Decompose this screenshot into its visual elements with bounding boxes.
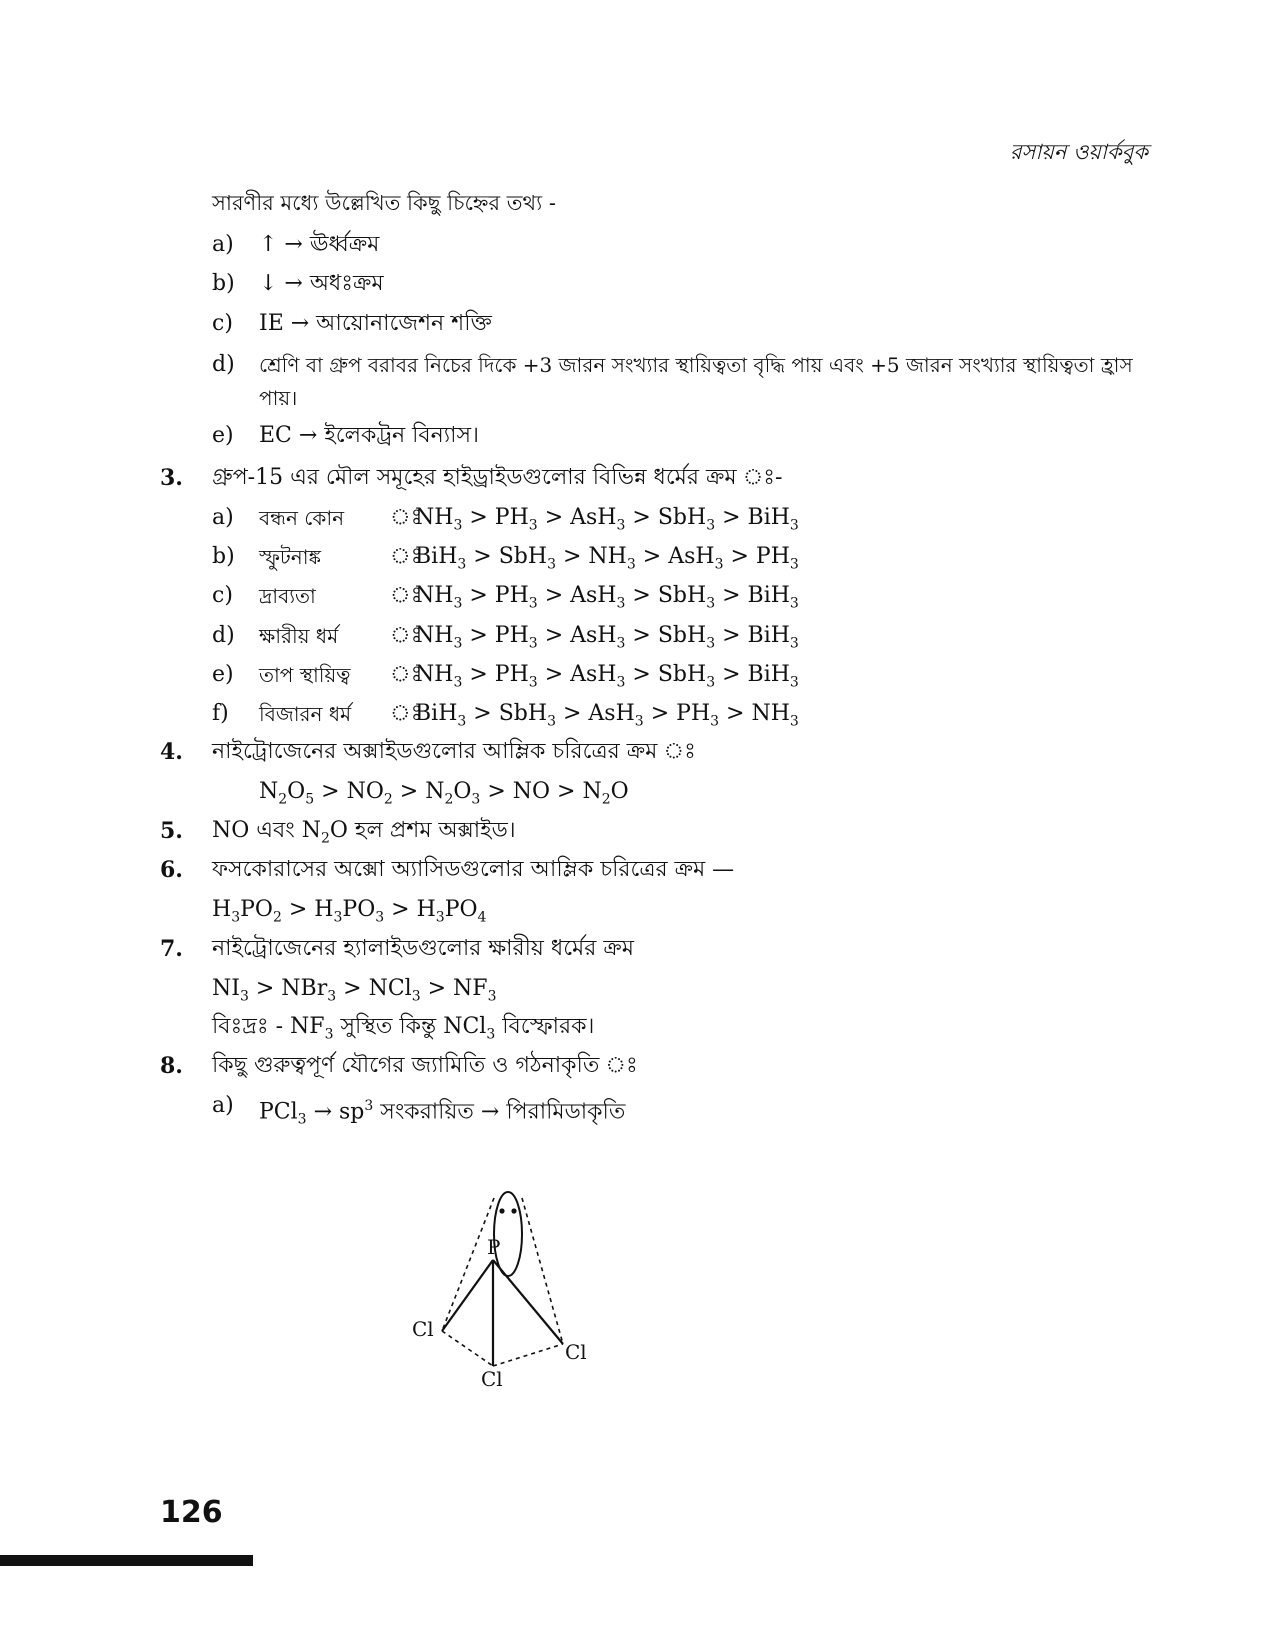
hydride-order: $NH_3 > PH_3 > AsH_3 > SbH_3 > BiH_3$ [415, 622, 799, 651]
item-label: c) [212, 311, 233, 336]
property-name: বিজারন ধর্ম [259, 702, 352, 726]
item-label: a) [212, 505, 234, 530]
formula-term: SbH$_3$ [657, 622, 716, 651]
section-number: 6. [160, 857, 183, 883]
formula-term: $PH_3$ [494, 505, 538, 534]
property-name: স্ফুটনাঙ্ক [259, 545, 322, 570]
formula-term: $NH_3$ [415, 583, 463, 612]
separator: ঃ [390, 583, 423, 609]
formula-term: NO [512, 779, 551, 804]
formula-term: NBr$_3$ [281, 976, 337, 1005]
hydride-order: $NH_3 > PH_3 > AsH_3 > SbH_3 > BiH_3$ [415, 661, 799, 691]
formula-term: AsH$_3$ [570, 661, 626, 691]
formula-term: $NI_3$ [212, 976, 249, 1005]
formula-term: BiH$_3$ [747, 661, 799, 691]
separator: ঃ [390, 622, 423, 648]
item-text-continued: পায়। [259, 386, 298, 410]
formula-term: SbH$_3$ [657, 505, 716, 534]
separator: ঃ [390, 544, 423, 570]
property-name: ক্ষারীয় ধর্ম [259, 623, 339, 648]
p-cl-bond [493, 1260, 563, 1344]
formula-term: $PH_3$ [755, 544, 799, 573]
formula-term: AsH$_3$ [570, 622, 626, 651]
formula-term: $PH_3$ [494, 583, 538, 612]
atom-label-cl-bottom: Cl [481, 1367, 503, 1391]
item-label: f) [212, 701, 229, 726]
separator: ঃ [390, 505, 423, 530]
item-label: d) [212, 352, 235, 377]
separator: ঃ [390, 661, 423, 687]
section-title: গ্রুপ-15 এর মৌল সমূহের হাইড্রাইডগুলোর বিভিন্ন ধর্মের ক্রম ঃ- [212, 465, 783, 490]
section-title: নাইট্রোজেনের অক্সাইডগুলোর আম্লিক চরিত্রের ক্রম ঃ [212, 739, 696, 764]
note-text: বিঃদ্রঃ - $NF_3$ সুস্থিত কিন্তু NCl$_3$ বিস্ফোরক। [212, 1014, 595, 1043]
formula-term: $NH_3$ [415, 661, 463, 691]
formula-term: $NH_3$ [751, 701, 799, 730]
dashed-edge [493, 1344, 563, 1366]
item-label: d) [212, 622, 235, 648]
formula-term: AsH$_3$ [570, 505, 626, 534]
formula-term: $N_2O_5$ [259, 779, 315, 808]
page-number: 126 [160, 1495, 223, 1530]
formula-term: AsH$_3$ [570, 583, 626, 612]
formula-term: $NH_3$ [588, 544, 636, 573]
dashed-edge [442, 1331, 493, 1366]
dashed-edge [522, 1198, 563, 1344]
formula-term: AsH$_3$ [588, 701, 644, 730]
formula-term: BiH$_3$ [747, 622, 799, 651]
item-text: ↓ → অধঃক্রম [259, 271, 384, 296]
item-text: IE → আয়োনাজেশন শক্তি [259, 311, 492, 336]
formula-term: $H_3PO_2$ [212, 897, 282, 926]
p-cl-bond [442, 1260, 493, 1331]
atom-label-cl-left: Cl [412, 1317, 434, 1341]
formula-term: $NF_3$ [453, 976, 497, 1005]
formula-term: SbH$_3$ [657, 583, 716, 612]
pcl3-structure-diagram [400, 1175, 640, 1435]
hydride-order: $NH_3 > PH_3 > AsH_3 > SbH_3 > BiH_3$ [415, 505, 799, 534]
section-number: 4. [160, 739, 183, 765]
footer-bar [0, 1555, 253, 1566]
formula-term: SbH$_3$ [657, 661, 716, 691]
item-label: a) [212, 1093, 234, 1118]
property-name: তাপ স্থায়িত্ব [259, 662, 351, 687]
formula-term: $PH_3$ [676, 701, 720, 730]
hydride-order: $BiH_3 > SbH_3 > NH_3 > AsH_3 > PH_3$ [415, 544, 799, 573]
formula-term: $N_2O_3$ [425, 779, 481, 808]
item-label: e) [212, 661, 234, 687]
separator: ঃ [390, 701, 423, 726]
oxide-order-formula: $N_2O_5 > NO_2 > N_2O_3$ > NO > $N_2O$ [259, 779, 629, 808]
lone-pair-lobe [494, 1192, 522, 1276]
item-label: b) [212, 271, 235, 296]
formula-term: $H_3PO_4$ [416, 897, 487, 926]
lone-pair-electron [499, 1208, 504, 1213]
section-number: 3. [160, 465, 183, 491]
section-text: NO এবং $N_2O$ হল প্রশম অক্সাইড। [212, 818, 516, 847]
intro-text: সারণীর মধ্যে উল্লেখিত কিছু চিহ্নের তথ্য - [212, 191, 556, 215]
item-label: c) [212, 583, 233, 609]
hydride-order: $BiH_3 > SbH_3 > AsH_3 > PH_3 > NH_3$ [415, 701, 799, 730]
formula-term: $NH_3$ [415, 505, 463, 534]
atom-label-cl-right: Cl [565, 1340, 587, 1364]
formula-term: $PH_3$ [494, 661, 538, 691]
oxoacid-order-formula: $H_3PO_2 > H_3PO_3 > H_3PO_4$ [212, 897, 487, 926]
section-title: কিছু গুরুত্বপূর্ণ যৌগের জ্যামিতি ও গঠনাকৃতি ঃ [212, 1053, 638, 1078]
item-text: ↑ → ঊর্ধ্বক্রম [259, 232, 380, 257]
halide-order-formula: $NI_3 > NBr_3 > NCl_3 > NF_3$ [212, 976, 497, 1005]
hydride-order: $NH_3 > PH_3 > AsH_3 > SbH_3 > BiH_3$ [415, 583, 799, 612]
property-name: বন্ধন কোন [259, 506, 345, 530]
item-label: e) [212, 423, 234, 448]
item-text: $PCl_3 \to sp^3$ সংকরায়িত → পিরামিডাকৃতি [259, 1098, 626, 1128]
formula-term: $N_2O$ [582, 779, 629, 808]
section-number: 8. [160, 1053, 183, 1079]
item-label: a) [212, 232, 234, 257]
section-title: নাইট্রোজেনের হ্যালাইডগুলোর ক্ষারীয় ধর্মের ক্রম [212, 936, 634, 961]
item-text: শ্রেণি বা গ্রুপ বরাবর নিচের দিকে +3 জারন সংখ্যার স্থায়িত্বতা বৃদ্ধি পায় এবং +5 জারন সংখ্যার স্থায়িত্বতা হ্রাস [259, 353, 1133, 377]
formula-term: BiH$_3$ [415, 544, 467, 573]
section-title: ফসকোরাসের অক্সো অ্যাসিডগুলোর আম্লিক চরিত্রের ক্রম — [212, 857, 735, 882]
formula-term: NCl$_3$ [368, 976, 421, 1005]
formula-term: SbH$_3$ [498, 701, 556, 730]
section-number: 7. [160, 936, 183, 962]
lone-pair-electron [511, 1208, 516, 1213]
formula-term: $PH_3$ [494, 622, 538, 651]
formula-term: BiH$_3$ [747, 505, 799, 534]
formula-term: $H_3PO_3$ [314, 897, 385, 926]
property-name: দ্রাব্যতা [259, 584, 316, 609]
atom-label-p: P [487, 1235, 501, 1259]
item-label: b) [212, 544, 235, 570]
section-number: 5. [160, 818, 183, 844]
running-title: রসায়ন ওয়ার্কবুক [1010, 140, 1149, 164]
item-text: EC → ইলেকট্রন বিন্যাস। [259, 423, 479, 448]
formula-term: BiH$_3$ [747, 583, 799, 612]
formula-term: SbH$_3$ [498, 544, 556, 573]
formula-term: BiH$_3$ [415, 701, 467, 730]
dashed-edge [442, 1198, 494, 1331]
formula-term: $NO_2$ [346, 779, 393, 808]
formula-term: $NH_3$ [415, 622, 463, 651]
formula-term: AsH$_3$ [668, 544, 724, 573]
